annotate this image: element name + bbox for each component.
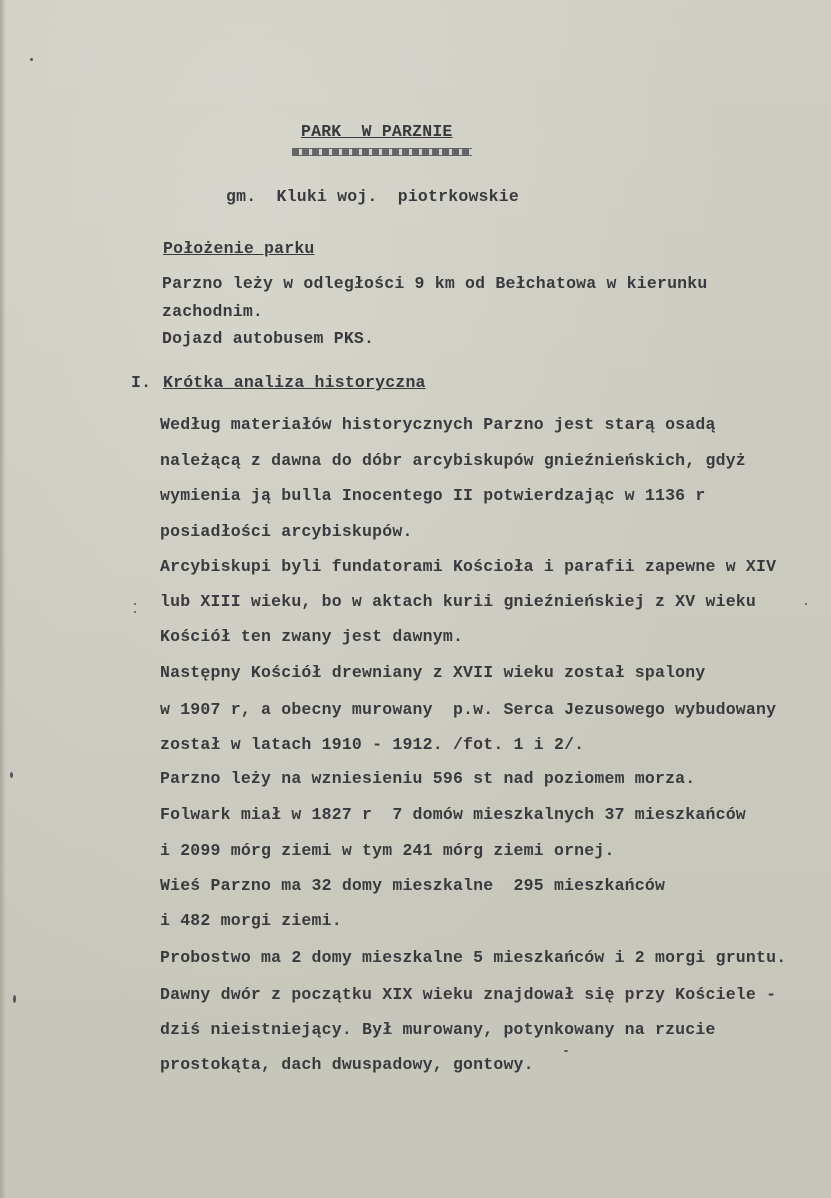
page-subtitle: gm. Kluki woj. piotrkowskie <box>226 187 519 206</box>
location-line: Parzno leży w odległości 9 km od Bełchatowa w kierunku <box>162 274 708 293</box>
ink-speck <box>13 995 16 1003</box>
history-line: Folwark miał w 1827 r 7 domów mieszkalnych 37 mieszkańców <box>160 805 746 824</box>
history-line: prostokąta, dach dwuspadowy, gontowy. <box>160 1055 534 1074</box>
history-line: Probostwo ma 2 domy mieszkalne 5 mieszkańców i 2 morgi gruntu. <box>160 948 787 967</box>
location-line: zachodnim. <box>162 302 264 321</box>
history-line: Kościół ten zwany jest dawnym. <box>160 627 464 646</box>
history-section-number: I. <box>131 373 152 392</box>
title-double-underline <box>292 148 472 156</box>
ink-speck <box>134 611 136 613</box>
history-heading: Krótka analiza historyczna <box>163 373 426 392</box>
history-line: posiadłości arcybiskupów. <box>160 522 413 541</box>
history-line: Następny Kościół drewniany z XVII wieku został spalony <box>160 663 706 682</box>
ink-speck <box>30 58 33 61</box>
history-line: Parzno leży na wzniesieniu 596 st nad poziomem morza. <box>160 769 696 788</box>
history-line: został w latach 1910 - 1912. /fot. 1 i 2/. <box>160 735 585 754</box>
history-line: należącą z dawna do dóbr arcybiskupów gnieźnieńskich, gdyż <box>160 451 746 470</box>
location-heading: Położenie parku <box>163 239 315 258</box>
page-title: PARK W PARZNIE <box>301 122 453 141</box>
history-line: Według materiałów historycznych Parzno jest starą osadą <box>160 415 716 434</box>
ink-speck <box>134 603 136 605</box>
paper-edge-shadow <box>0 0 6 1198</box>
history-line: dziś nieistniejący. Był murowany, potynkowany na rzucie <box>160 1020 716 1039</box>
history-line: Arcybiskupi byli fundatorami Kościoła i parafii zapewne w XIV <box>160 557 777 576</box>
history-line: Wieś Parzno ma 32 domy mieszkalne 295 mieszkańców <box>160 876 666 895</box>
history-line: lub XIII wieku, bo w aktach kurii gnieźnieńskiej z XV wieku <box>160 592 756 611</box>
history-line: Dawny dwór z początku XIX wieku znajdował się przy Kościele - <box>160 985 777 1004</box>
ink-speck <box>564 1050 568 1052</box>
ink-speck <box>10 772 13 778</box>
ink-speck <box>805 603 807 605</box>
history-line: i 482 morgi ziemi. <box>160 911 342 930</box>
location-line: Dojazd autobusem PKS. <box>162 329 375 348</box>
history-line: i 2099 mórg ziemi w tym 241 mórg ziemi ornej. <box>160 841 615 860</box>
history-line: wymienia ją bulla Inocentego II potwierdzając w 1136 r <box>160 486 706 505</box>
history-line: w 1907 r, a obecny murowany p.w. Serca Jezusowego wybudowany <box>160 700 777 719</box>
